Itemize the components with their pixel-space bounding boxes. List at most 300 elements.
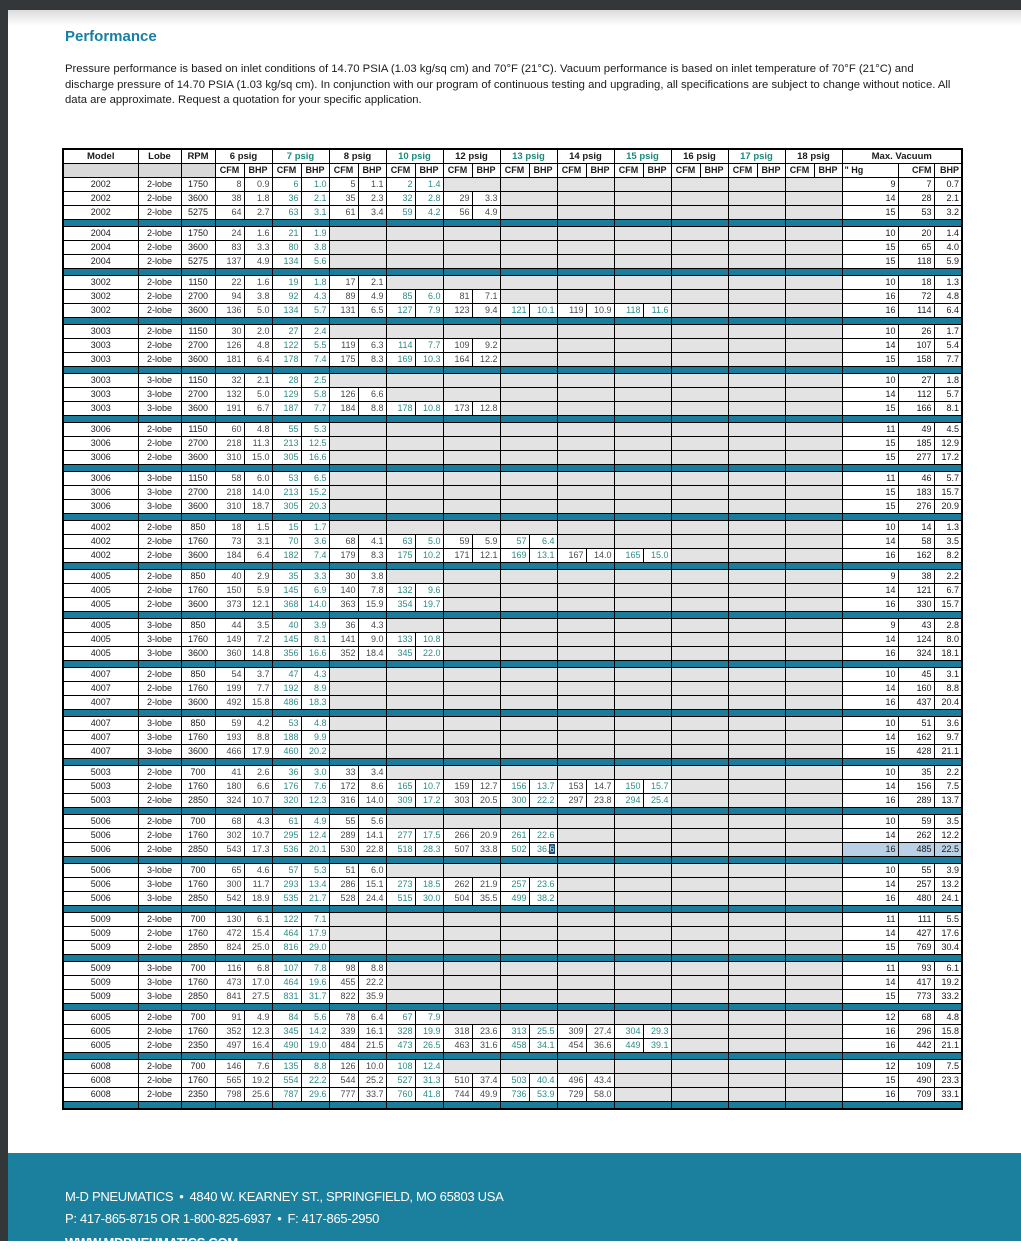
- cell-empty: [443, 178, 500, 192]
- cell-cfm: 345: [272, 1025, 301, 1039]
- cell-vac-bhp: 1.3: [934, 276, 962, 290]
- separator-segment: [272, 367, 329, 374]
- cell-cfm: 188: [272, 731, 301, 745]
- cell-empty: [785, 829, 842, 843]
- cell-empty: [557, 682, 614, 696]
- cell-empty: [671, 374, 728, 388]
- cell-empty: [671, 255, 728, 269]
- table-row: [63, 437, 962, 451]
- cell-vac-hg: 15: [842, 353, 898, 367]
- cell-model: 5003: [63, 766, 138, 780]
- separator-segment: [386, 808, 443, 815]
- cell-empty: [671, 731, 728, 745]
- col-header-model: Model: [63, 149, 138, 164]
- separator-segment: [443, 1053, 500, 1060]
- separator-segment: [557, 465, 614, 472]
- separator-segment: [329, 220, 386, 227]
- cell-bhp: 2.5: [301, 374, 329, 388]
- cell-cfm: 51: [329, 864, 358, 878]
- cell-cfm: 89: [329, 290, 358, 304]
- header-spacer: [181, 164, 215, 178]
- cell-lobe: 3-lobe: [138, 500, 181, 514]
- cell-bhp: 39.1: [643, 1039, 671, 1053]
- cell-empty: [785, 794, 842, 808]
- cell-cfm: 458: [500, 1039, 529, 1053]
- cell-lobe: 3-lobe: [138, 878, 181, 892]
- cell-empty: [671, 1011, 728, 1025]
- separator-segment: [500, 514, 557, 521]
- cell-model: 4005: [63, 647, 138, 661]
- cell-bhp: 22.2: [529, 794, 557, 808]
- separator-segment: [614, 759, 671, 766]
- cell-empty: [785, 521, 842, 535]
- cell-cfm: 180: [215, 780, 244, 794]
- cell-bhp: 25.4: [643, 794, 671, 808]
- separator-segment: [785, 220, 842, 227]
- cell-cfm: 80: [272, 241, 301, 255]
- separator-segment: [181, 514, 215, 521]
- footer-phone: P: 417-865-8715 OR 1-800-825-6937: [65, 1211, 272, 1226]
- cell-empty: [557, 451, 614, 465]
- cell-empty: [728, 766, 785, 780]
- cell-empty: [785, 549, 842, 563]
- cell-empty: [671, 682, 728, 696]
- cell-empty: [614, 598, 671, 612]
- cell-vac-cfm: 18: [898, 276, 934, 290]
- cell-vac-hg: 10: [842, 864, 898, 878]
- separator-segment: [386, 1004, 443, 1011]
- separator-segment: [785, 906, 842, 913]
- cell-empty: [728, 521, 785, 535]
- cell-bhp: 38.2: [529, 892, 557, 906]
- cell-empty: [728, 913, 785, 927]
- cell-vac-hg: 10: [842, 815, 898, 829]
- cell-empty: [500, 255, 557, 269]
- separator-segment: [215, 465, 272, 472]
- cell-empty: [386, 486, 443, 500]
- cell-empty: [785, 962, 842, 976]
- separator-segment: [671, 563, 728, 570]
- cell-empty: [557, 192, 614, 206]
- cell-cfm: 218: [215, 437, 244, 451]
- cell-model: 4007: [63, 668, 138, 682]
- separator-segment: [557, 416, 614, 423]
- cell-empty: [557, 437, 614, 451]
- cell-empty: [500, 1060, 557, 1074]
- cell-bhp: 6.4: [529, 535, 557, 549]
- cell-vac-hg: 12: [842, 1011, 898, 1025]
- cell-vac-cfm: 166: [898, 402, 934, 416]
- subheader-bhp-1: BHP: [301, 164, 329, 178]
- subheader-vac-cfm: CFM: [898, 164, 934, 178]
- cell-cfm: 187: [272, 402, 301, 416]
- cell-bhp: 15.8: [244, 696, 272, 710]
- cell-cfm: 38: [215, 192, 244, 206]
- cell-empty: [614, 976, 671, 990]
- separator-segment: [443, 1102, 500, 1110]
- cell-vac-bhp: 21.1: [934, 745, 962, 759]
- cell-bhp: 4.9: [301, 815, 329, 829]
- cell-empty: [785, 388, 842, 402]
- group-separator: [63, 906, 962, 913]
- cell-rpm: 3600: [181, 696, 215, 710]
- cell-cfm: 454: [557, 1039, 586, 1053]
- table-row: [63, 913, 962, 927]
- cell-empty: [329, 227, 386, 241]
- cell-rpm: 850: [181, 521, 215, 535]
- col-header-psig-5: 13 psig: [500, 149, 557, 164]
- cell-cfm: 310: [215, 451, 244, 465]
- footer-company-address: [65, 1189, 503, 1204]
- cell-bhp: 17.9: [301, 927, 329, 941]
- cell-cfm: 2: [386, 178, 415, 192]
- cell-empty: [728, 976, 785, 990]
- separator-segment: [842, 514, 962, 521]
- cell-empty: [671, 941, 728, 955]
- separator-segment: [728, 514, 785, 521]
- cell-empty: [557, 843, 614, 857]
- cell-empty: [671, 794, 728, 808]
- cell-empty: [785, 486, 842, 500]
- cell-empty: [557, 402, 614, 416]
- cell-empty: [443, 668, 500, 682]
- table-row: [63, 241, 962, 255]
- cell-bhp: 14.2: [301, 1025, 329, 1039]
- separator-segment: [443, 906, 500, 913]
- separator-segment: [785, 710, 842, 717]
- cell-lobe: 2-lobe: [138, 1060, 181, 1074]
- cell-empty: [614, 647, 671, 661]
- cell-vac-bhp: 2.2: [934, 766, 962, 780]
- cell-empty: [728, 206, 785, 220]
- cell-empty: [728, 290, 785, 304]
- cell-vac-cfm: 20: [898, 227, 934, 241]
- separator-segment: [557, 514, 614, 521]
- cell-empty: [614, 255, 671, 269]
- cell-empty: [443, 633, 500, 647]
- cell-lobe: 2-lobe: [138, 423, 181, 437]
- cell-empty: [785, 535, 842, 549]
- cell-empty: [329, 486, 386, 500]
- cell-vac-cfm: 51: [898, 717, 934, 731]
- cell-empty: [671, 276, 728, 290]
- cell-cfm: 35: [329, 192, 358, 206]
- cell-lobe: 2-lobe: [138, 241, 181, 255]
- cell-cfm: 126: [329, 1060, 358, 1074]
- separator-segment: [614, 1102, 671, 1110]
- cell-empty: [671, 241, 728, 255]
- cell-empty: [728, 353, 785, 367]
- cell-bhp: 9.0: [358, 633, 386, 647]
- cell-bhp: 8.8: [301, 1060, 329, 1074]
- subheader-bhp-6: BHP: [586, 164, 614, 178]
- separator-segment: [181, 661, 215, 668]
- cell-bhp: 36.6: [586, 1039, 614, 1053]
- cell-bhp: 7.1: [472, 290, 500, 304]
- separator-segment: [386, 563, 443, 570]
- cell-lobe: 2-lobe: [138, 437, 181, 451]
- cell-cfm: 324: [215, 794, 244, 808]
- cell-cfm: 363: [329, 598, 358, 612]
- cell-lobe: 3-lobe: [138, 647, 181, 661]
- separator-segment: [842, 759, 962, 766]
- separator-segment: [63, 612, 138, 619]
- cell-empty: [443, 1060, 500, 1074]
- cell-bhp: 3.8: [244, 290, 272, 304]
- cell-lobe: 2-lobe: [138, 570, 181, 584]
- separator-segment: [785, 955, 842, 962]
- cell-cfm: 191: [215, 402, 244, 416]
- cell-bhp: 8.3: [358, 549, 386, 563]
- cell-empty: [785, 927, 842, 941]
- cell-empty: [614, 927, 671, 941]
- cell-bhp: 11.7: [244, 878, 272, 892]
- table-row: [63, 304, 962, 318]
- separator-segment: [557, 563, 614, 570]
- separator-segment: [785, 1004, 842, 1011]
- cell-vac-cfm: 427: [898, 927, 934, 941]
- cell-cfm: 85: [386, 290, 415, 304]
- cell-empty: [386, 619, 443, 633]
- cell-bhp: 1.1: [358, 178, 386, 192]
- cell-empty: [386, 325, 443, 339]
- cell-empty: [557, 717, 614, 731]
- cell-cfm: 8: [215, 178, 244, 192]
- table-row: [63, 325, 962, 339]
- cell-vac-bhp: 8.8: [934, 682, 962, 696]
- cell-model: 4007: [63, 731, 138, 745]
- cell-vac-cfm: 428: [898, 745, 934, 759]
- cell-cfm: 798: [215, 1088, 244, 1102]
- cell-lobe: 2-lobe: [138, 304, 181, 318]
- cell-cfm: 91: [215, 1011, 244, 1025]
- cell-vac-bhp: 3.5: [934, 815, 962, 829]
- cell-cfm: 35: [272, 570, 301, 584]
- cell-bhp: 14.1: [358, 829, 386, 843]
- separator-segment: [671, 1053, 728, 1060]
- table-row: [63, 227, 962, 241]
- cell-bhp: 5.0: [415, 535, 443, 549]
- cell-empty: [614, 1011, 671, 1025]
- cell-model: 4002: [63, 521, 138, 535]
- cell-cfm: 129: [272, 388, 301, 402]
- cell-empty: [500, 486, 557, 500]
- cell-cfm: 57: [272, 864, 301, 878]
- cell-bhp: 18.3: [301, 696, 329, 710]
- cell-rpm: 2850: [181, 843, 215, 857]
- cell-empty: [557, 815, 614, 829]
- cell-empty: [557, 570, 614, 584]
- separator-segment: [500, 1004, 557, 1011]
- cell-cfm: 175: [329, 353, 358, 367]
- cell-rpm: 2700: [181, 388, 215, 402]
- cell-bhp: 10.7: [244, 829, 272, 843]
- cell-bhp: 35.9: [358, 990, 386, 1004]
- cell-empty: [785, 766, 842, 780]
- cell-model: 3003: [63, 353, 138, 367]
- cell-empty: [785, 1025, 842, 1039]
- cell-empty: [443, 276, 500, 290]
- cell-bhp: 7.1: [301, 913, 329, 927]
- cell-empty: [785, 290, 842, 304]
- cell-empty: [500, 500, 557, 514]
- cell-empty: [728, 535, 785, 549]
- separator-segment: [557, 1053, 614, 1060]
- cell-bhp: 1.8: [301, 276, 329, 290]
- cell-model: 5009: [63, 913, 138, 927]
- separator-segment: [557, 1004, 614, 1011]
- cell-empty: [386, 241, 443, 255]
- cell-vac-hg: 15: [842, 990, 898, 1004]
- cell-cfm: 760: [386, 1088, 415, 1102]
- separator-segment: [557, 661, 614, 668]
- selection-caret: 6: [549, 844, 555, 854]
- cell-bhp: 3.1: [301, 206, 329, 220]
- cell-lobe: 2-lobe: [138, 178, 181, 192]
- cell-bhp: 12.2: [472, 353, 500, 367]
- cell-empty: [557, 647, 614, 661]
- cell-empty: [671, 549, 728, 563]
- cell-rpm: 3600: [181, 304, 215, 318]
- cell-empty: [728, 339, 785, 353]
- cell-bhp: 14.8: [244, 647, 272, 661]
- separator-segment: [63, 1053, 138, 1060]
- cell-cfm: 21: [272, 227, 301, 241]
- cell-model: 3006: [63, 500, 138, 514]
- separator-segment: [785, 808, 842, 815]
- separator-segment: [329, 661, 386, 668]
- cell-cfm: 173: [443, 402, 472, 416]
- cell-empty: [557, 584, 614, 598]
- cell-model: 5006: [63, 843, 138, 857]
- cell-empty: [728, 717, 785, 731]
- cell-empty: [785, 192, 842, 206]
- separator-segment: [557, 1102, 614, 1110]
- cell-bhp: 29.6: [301, 1088, 329, 1102]
- table-row: [63, 962, 962, 976]
- cell-cfm: 119: [557, 304, 586, 318]
- cell-cfm: 68: [329, 535, 358, 549]
- cell-vac-bhp: 7.5: [934, 780, 962, 794]
- cell-empty: [671, 1060, 728, 1074]
- cell-bhp: 1.6: [244, 276, 272, 290]
- cell-bhp: 12.1: [472, 549, 500, 563]
- cell-cfm: 134: [272, 255, 301, 269]
- cell-vac-cfm: 490: [898, 1074, 934, 1088]
- cell-empty: [614, 913, 671, 927]
- cell-cfm: 507: [443, 843, 472, 857]
- cell-empty: [557, 178, 614, 192]
- separator-segment: [272, 710, 329, 717]
- separator-segment: [557, 612, 614, 619]
- separator-segment: [63, 1102, 138, 1110]
- separator-segment: [671, 612, 728, 619]
- footer-website[interactable]: WWW.MDPNEUMATICS.COM: [65, 1235, 238, 1250]
- separator-segment: [215, 563, 272, 570]
- cell-empty: [329, 325, 386, 339]
- cell-bhp: 2.1: [358, 276, 386, 290]
- cell-empty: [443, 647, 500, 661]
- cell-bhp: 6.4: [244, 549, 272, 563]
- cell-empty: [443, 864, 500, 878]
- cell-cfm: 352: [329, 647, 358, 661]
- separator-segment: [138, 269, 181, 276]
- separator-segment: [329, 416, 386, 423]
- separator-segment: [671, 465, 728, 472]
- cell-cfm: 736: [500, 1088, 529, 1102]
- subheader-bhp-10: BHP: [814, 164, 842, 178]
- cell-cfm: 295: [272, 829, 301, 843]
- cell-model: 3003: [63, 325, 138, 339]
- cell-vac-bhp: 22.5: [934, 843, 962, 857]
- cell-bhp: 22.2: [358, 976, 386, 990]
- cell-rpm: 5275: [181, 255, 215, 269]
- cell-empty: [614, 339, 671, 353]
- cell-vac-hg: 15: [842, 941, 898, 955]
- cell-vac-cfm: 289: [898, 794, 934, 808]
- cell-empty: [500, 325, 557, 339]
- cell-cfm: 159: [443, 780, 472, 794]
- table-row: [63, 843, 962, 857]
- cell-rpm: 2700: [181, 339, 215, 353]
- cell-vac-bhp: 5.9: [934, 255, 962, 269]
- cell-model: 4002: [63, 549, 138, 563]
- cell-rpm: 1760: [181, 1025, 215, 1039]
- cell-empty: [671, 584, 728, 598]
- cell-empty: [386, 976, 443, 990]
- separator-segment: [181, 759, 215, 766]
- cell-empty: [671, 878, 728, 892]
- cell-empty: [557, 829, 614, 843]
- cell-rpm: 2350: [181, 1039, 215, 1053]
- separator-segment: [181, 906, 215, 913]
- cell-cfm: 108: [386, 1060, 415, 1074]
- cell-bhp: 1.0: [301, 178, 329, 192]
- cell-empty: [329, 668, 386, 682]
- cell-empty: [557, 745, 614, 759]
- cell-cfm: 171: [443, 549, 472, 563]
- table-row: [63, 549, 962, 563]
- group-separator: [63, 465, 962, 472]
- cell-vac-bhp: 3.1: [934, 668, 962, 682]
- cell-empty: [728, 843, 785, 857]
- intro-paragraph: Pressure performance is based on inlet conditions of 14.70 PSIA (1.03 kg/sq cm) and 70°F (21°C). Vacuum performance is based on inlet temperature of 70°F (21°C) and discharge pressure of 14.70 PSIA (1.03 kg/sq cm). In conjunction with our program of continuous testing and upgrading, all specifications are subject to change without notice. All data are approximate. Request a quotation for your specific application.: [65, 63, 951, 106]
- cell-vac-bhp: 5.7: [934, 388, 962, 402]
- cell-bhp: 58.0: [586, 1088, 614, 1102]
- table-row: [63, 178, 962, 192]
- cell-empty: [500, 451, 557, 465]
- cell-vac-hg: 16: [842, 290, 898, 304]
- cell-cfm: 473: [215, 976, 244, 990]
- cell-rpm: 3600: [181, 598, 215, 612]
- cell-vac-hg: 16: [842, 696, 898, 710]
- cell-cfm: 182: [272, 549, 301, 563]
- cell-vac-bhp: 7.7: [934, 353, 962, 367]
- cell-vac-cfm: 14: [898, 521, 934, 535]
- separator-segment: [842, 465, 962, 472]
- subheader-cfm-2: CFM: [329, 164, 358, 178]
- cell-bhp: 7.7: [301, 402, 329, 416]
- separator-segment: [785, 514, 842, 521]
- separator-segment: [329, 1004, 386, 1011]
- cell-cfm: 54: [215, 668, 244, 682]
- cell-bhp: 5.6: [358, 815, 386, 829]
- cell-empty: [728, 192, 785, 206]
- cell-cfm: 132: [386, 584, 415, 598]
- cell-bhp: 7.7: [244, 682, 272, 696]
- separator-segment: [614, 416, 671, 423]
- cell-empty: [671, 451, 728, 465]
